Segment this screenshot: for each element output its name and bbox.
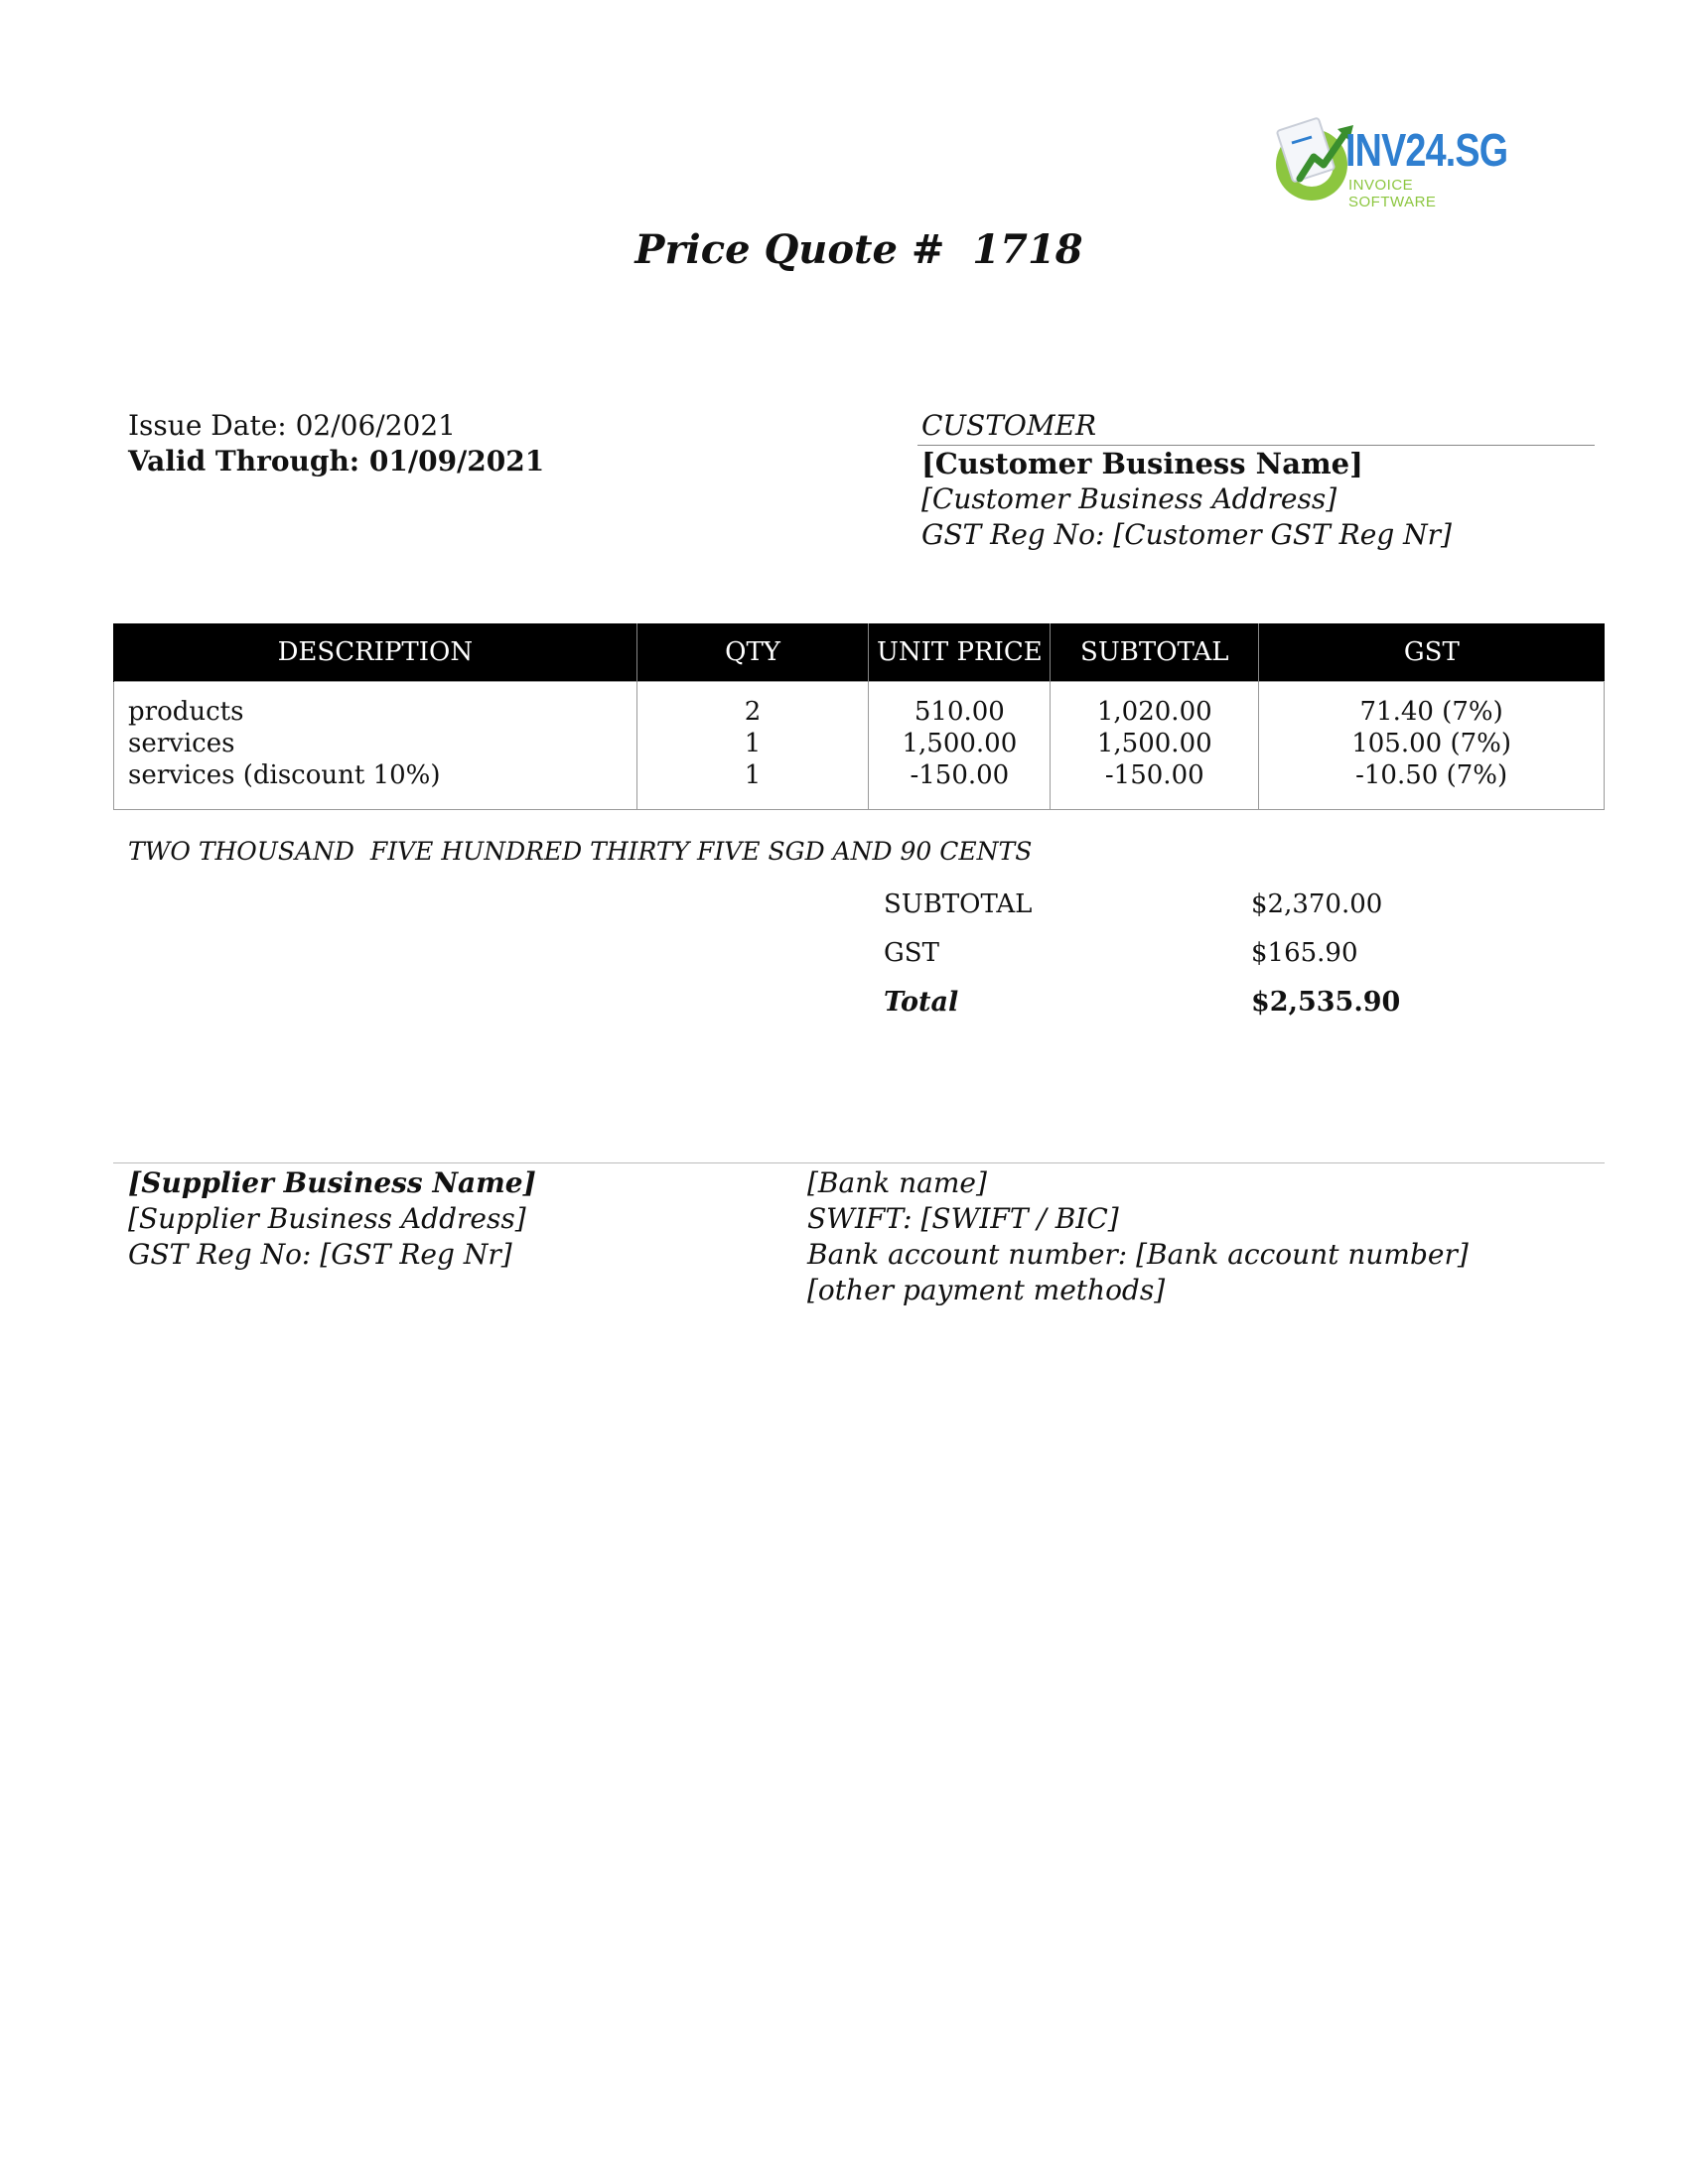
summary-subtotal-value: $2,370.00 [1251, 889, 1383, 919]
item-unit-price: -150.00 [910, 760, 1010, 790]
subtotal-cell [1051, 682, 1259, 810]
item-subtotal: 1,500.00 [1096, 729, 1212, 758]
summary-total-value: $2,535.90 [1251, 987, 1401, 1018]
item-gst: 105.00 (7%) [1351, 729, 1511, 758]
gst-cell [1259, 682, 1605, 810]
supplier-address: [Supplier Business Address] [128, 1202, 526, 1235]
title-prefix: Price Quote # [634, 226, 945, 273]
valid-through-date: Valid Through: 01/09/2021 [128, 445, 545, 478]
other-payment-methods: [other payment methods] [807, 1274, 1166, 1306]
bank-name: [Bank name] [807, 1166, 987, 1199]
table-row [114, 682, 1605, 810]
item-unit-price: 1,500.00 [902, 729, 1018, 758]
table-header-row [114, 623, 1605, 682]
item-unit-price: 510.00 [914, 697, 1005, 727]
supplier-name: [Supplier Business Name] [128, 1166, 536, 1199]
item-description: products [128, 697, 244, 727]
company-logo [1266, 109, 1508, 210]
column-header-description: DESCRIPTION [114, 623, 637, 682]
item-qty: 1 [744, 729, 762, 758]
item-description: services [128, 729, 235, 758]
summary-gst-value: $165.90 [1251, 938, 1358, 968]
column-header-gst: GST [1259, 623, 1605, 682]
logo-title: INV24.SG [1345, 124, 1508, 176]
item-qty: 2 [744, 697, 762, 727]
item-subtotal: -150.00 [1104, 760, 1204, 790]
item-subtotal: 1,020.00 [1096, 697, 1212, 727]
customer-name: [Customer Business Name] [921, 447, 1363, 480]
quote-number: 1718 [972, 226, 1083, 273]
bank-account-number: Bank account number: [Bank account number] [807, 1238, 1469, 1271]
customer-gst: GST Reg No: [Customer GST Reg Nr] [921, 518, 1452, 551]
line-items-table [113, 623, 1605, 810]
summary-subtotal-label: SUBTOTAL [884, 889, 1033, 919]
customer-label: CUSTOMER [921, 409, 1097, 442]
footer-divider [113, 1162, 1605, 1163]
item-qty: 1 [744, 760, 762, 790]
page-title [0, 226, 1688, 273]
qty-cell [636, 682, 869, 810]
item-description: services (discount 10%) [128, 760, 441, 790]
issue-date: Issue Date: 02/06/2021 [128, 409, 456, 442]
supplier-gst: GST Reg No: [GST Reg Nr] [128, 1238, 512, 1271]
customer-address: [Customer Business Address] [921, 482, 1337, 515]
description-cell [114, 682, 637, 810]
item-gst: -10.50 (7%) [1355, 760, 1508, 790]
supplier-info [128, 1165, 536, 1273]
column-header-unit-price: UNIT PRICE [869, 623, 1051, 682]
amount-in-words: TWO THOUSAND FIVE HUNDRED THIRTY FIVE SGD AND 90 CENTS [128, 837, 1033, 866]
summary-total-label: Total [884, 987, 959, 1018]
column-header-subtotal: SUBTOTAL [1051, 623, 1259, 682]
customer-divider [917, 445, 1595, 446]
logo-subtitle: INVOICE SOFTWARE [1348, 177, 1437, 210]
summary-gst-label: GST [884, 938, 939, 968]
bank-info [807, 1165, 1469, 1308]
unit-price-cell [869, 682, 1051, 810]
column-header-qty: QTY [636, 623, 869, 682]
bank-swift: SWIFT: [SWIFT / BIC] [807, 1202, 1119, 1235]
item-gst: 71.40 (7%) [1359, 697, 1503, 727]
